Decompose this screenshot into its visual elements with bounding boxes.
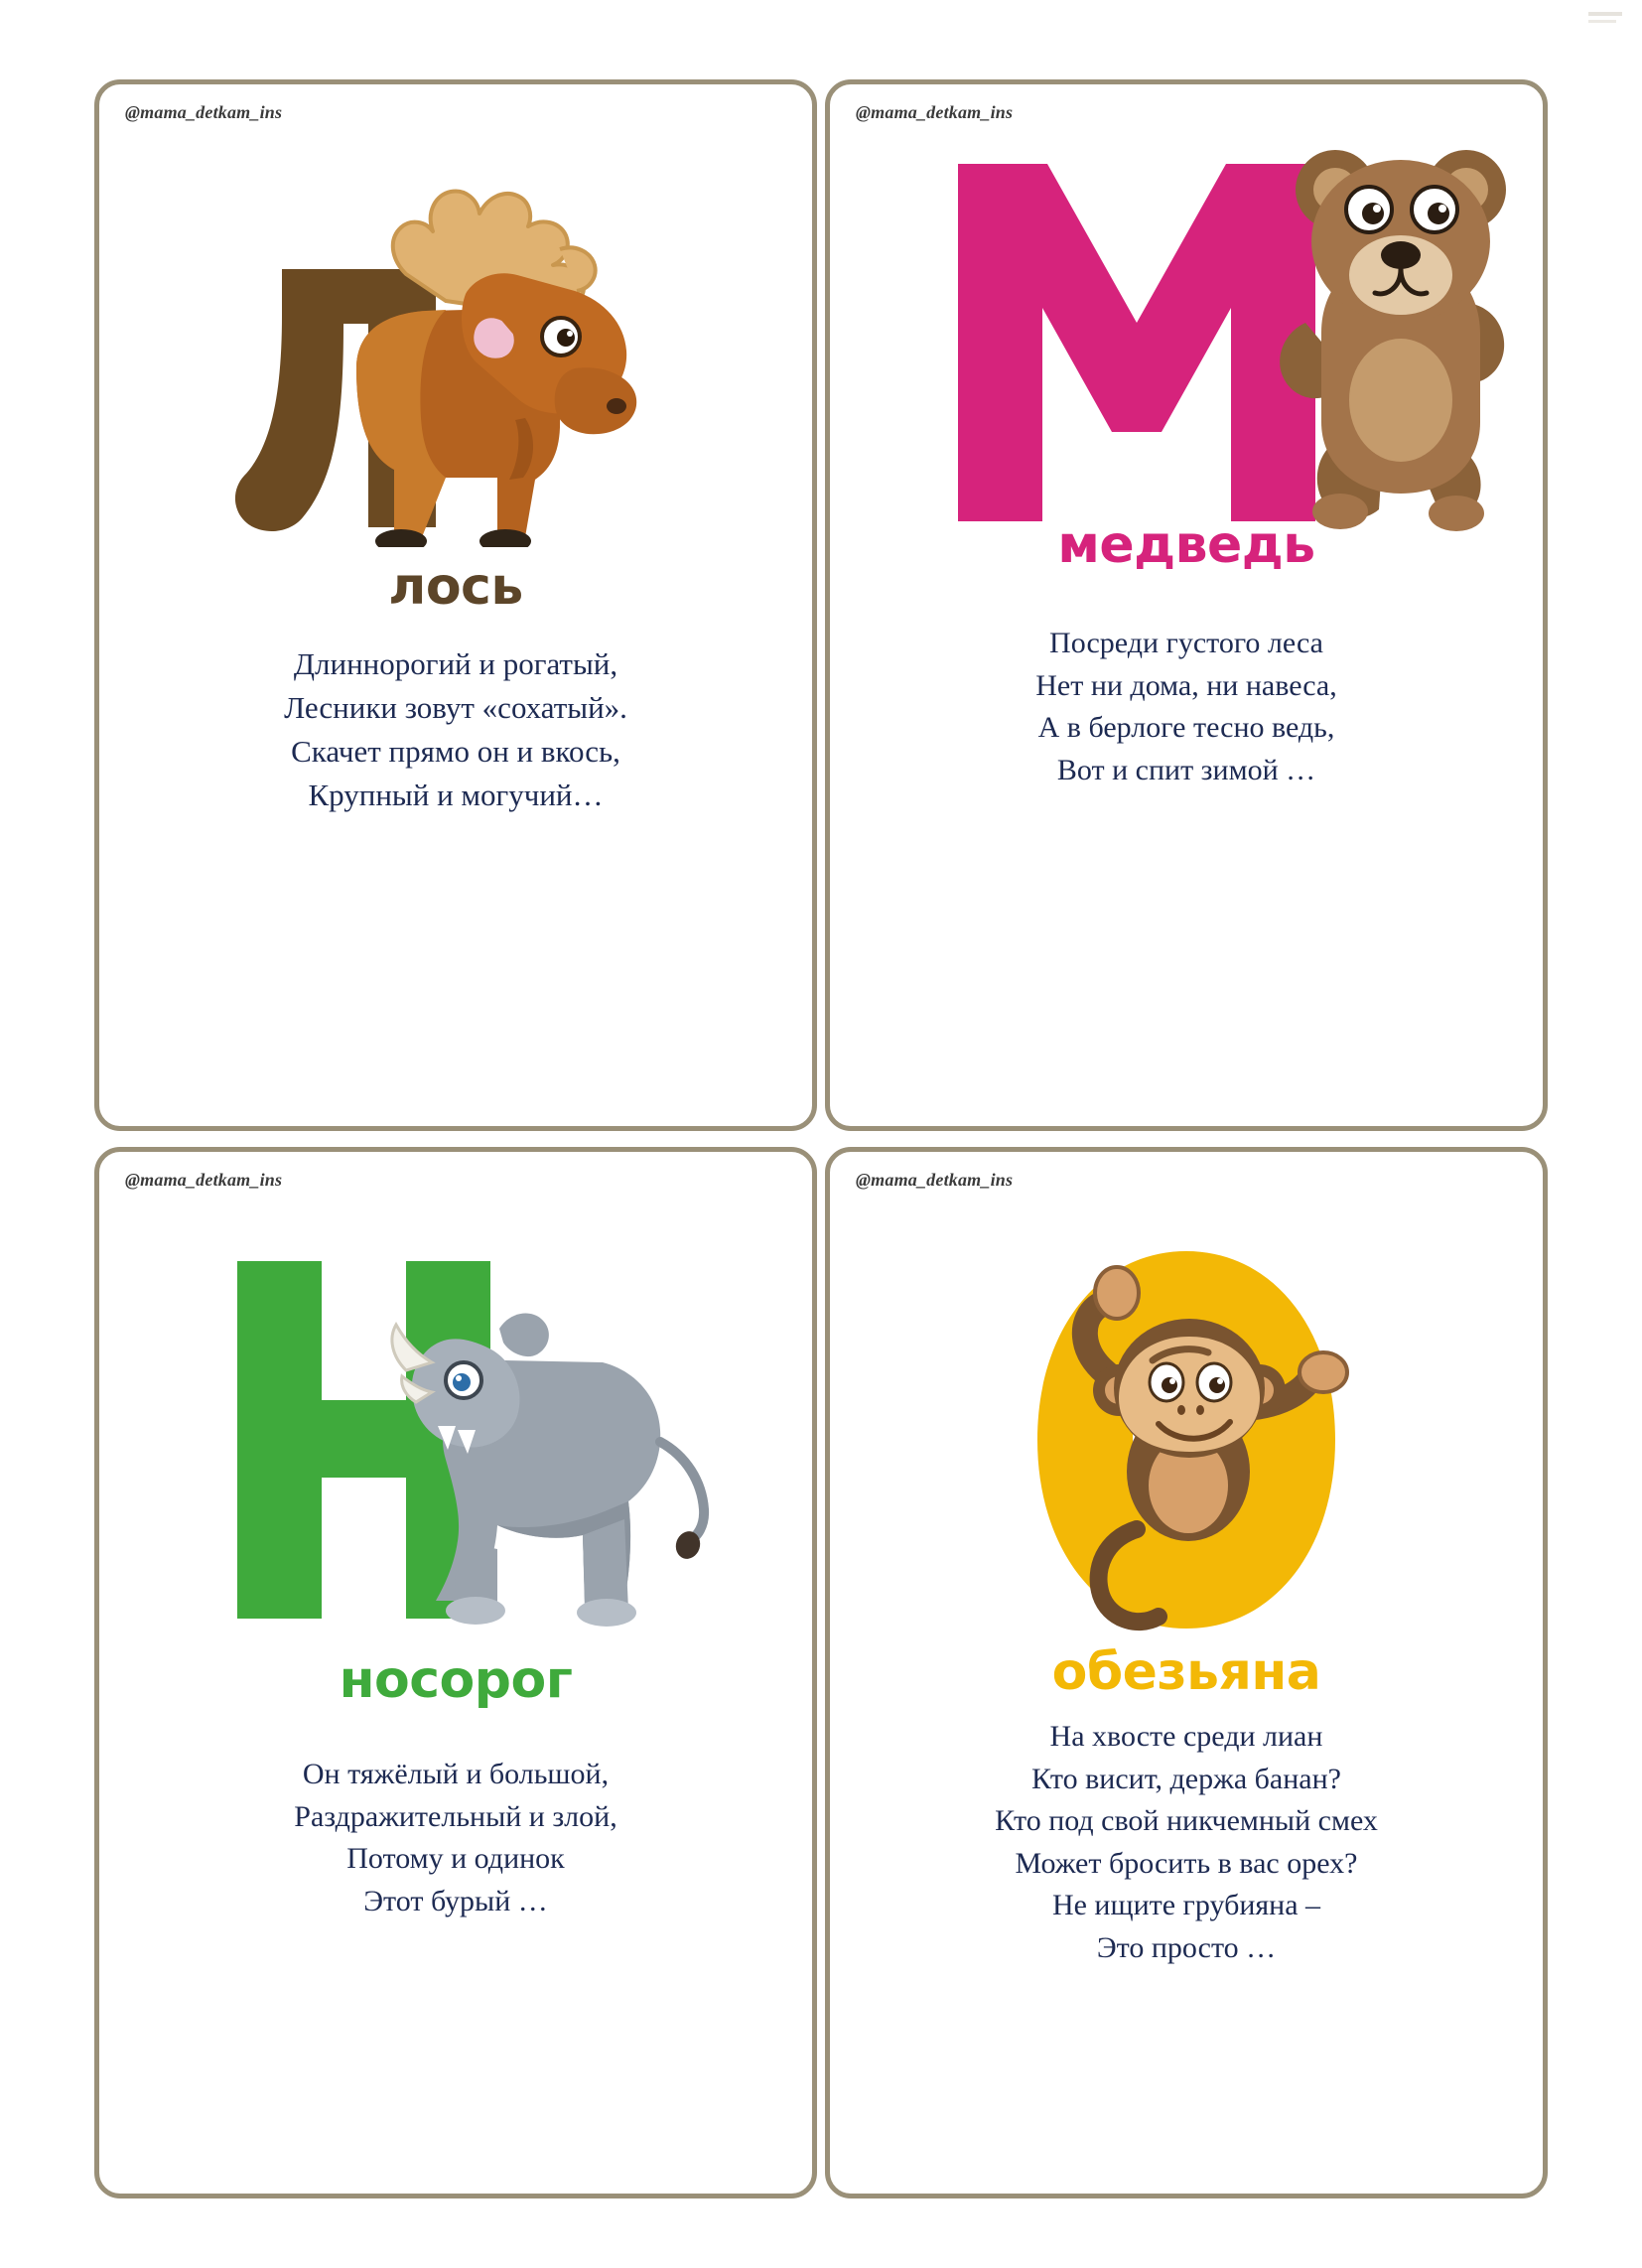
illustration-bear xyxy=(830,124,1543,561)
verse-line: Потому и одинок xyxy=(346,1842,565,1876)
illustration-moose xyxy=(99,120,812,547)
card-verse xyxy=(99,642,812,817)
watermark-handle: @mama_detkam_ins xyxy=(125,102,283,122)
verse-line: Он тяжёлый и большой, xyxy=(302,1758,610,1790)
verse-line: Крупный и могучий… xyxy=(308,778,604,813)
verse-line: Длиннорогий и рогатый, xyxy=(293,646,618,681)
watermark-handle: @mama_detkam_ins xyxy=(856,102,1014,122)
illustration-rhino xyxy=(99,1221,812,1648)
verse-line: Нет ни дома, ни навеса, xyxy=(1035,668,1337,702)
verse-line: Кто висит, держа банан? xyxy=(1031,1762,1341,1795)
verse-line: Раздражительный и злой, xyxy=(294,1799,617,1833)
verse-line: Посреди густого леса xyxy=(1049,627,1323,659)
verse-line: Лесники зовут «сохатый». xyxy=(284,690,627,726)
card-word: лось xyxy=(388,557,523,617)
card-word: обезьяна xyxy=(1051,1642,1321,1702)
watermark-handle: @mama_detkam_ins xyxy=(856,1170,1014,1190)
card-obezyana[interactable] xyxy=(825,1147,1548,2198)
illustration-monkey xyxy=(830,1241,1543,1638)
verse-line: Вот и спит зимой … xyxy=(1056,753,1316,786)
verse-line: Кто под свой никчемный смех xyxy=(995,1804,1378,1838)
card-nosorog[interactable] xyxy=(94,1147,817,2198)
verse-line: Этот бурый … xyxy=(363,1884,548,1917)
watermark-handle: @mama_detkam_ins xyxy=(125,1170,283,1190)
verse-line: Это просто … xyxy=(1096,1930,1277,1964)
verse-line: Не ищите грубияна – xyxy=(1051,1889,1321,1922)
card-verse xyxy=(830,1716,1543,1970)
card-verse xyxy=(99,1754,812,1922)
card-word: медведь xyxy=(1057,515,1315,575)
verse-line: На хвосте среди лиан xyxy=(1049,1720,1323,1753)
verse-line: А в берлоге тесно ведь, xyxy=(1037,711,1335,745)
card-verse xyxy=(830,623,1543,791)
card-word: носорог xyxy=(339,1650,573,1710)
card-medved[interactable] xyxy=(825,79,1548,1131)
card-los[interactable] xyxy=(94,79,817,1131)
verse-line: Скачет прямо он и вкось, xyxy=(291,734,620,770)
verse-line: Может бросить в вас орех? xyxy=(1015,1846,1358,1880)
